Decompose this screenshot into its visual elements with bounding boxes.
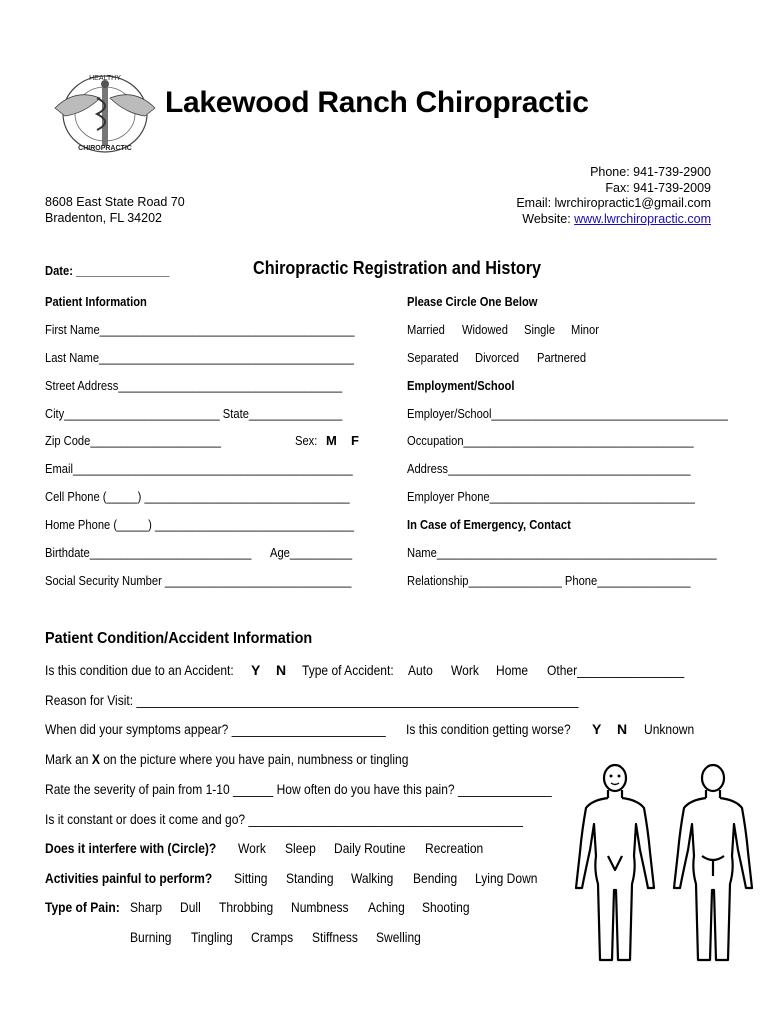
- interfere-option[interactable]: Daily Routine: [334, 840, 406, 856]
- accident-auto[interactable]: Auto: [408, 662, 433, 678]
- ssn-field[interactable]: Social Security Number ______________________________: [45, 573, 352, 588]
- website-link[interactable]: www.lwrchiropractic.com: [574, 211, 711, 226]
- date-field[interactable]: Date: _______________: [45, 263, 170, 278]
- pain-option[interactable]: Aching: [368, 899, 405, 915]
- website: [516, 212, 711, 228]
- website-label: Website:: [522, 211, 575, 226]
- reason-for-visit-field[interactable]: Reason for Visit: __________________________________________________________________: [45, 692, 579, 708]
- contact-block: [516, 165, 711, 227]
- zip-code-field[interactable]: Zip Code_____________________: [45, 433, 221, 448]
- worse-question: Is this condition getting worse?: [406, 721, 571, 737]
- occupation-field[interactable]: Occupation_____________________________________: [407, 433, 694, 448]
- accident-no[interactable]: N: [276, 662, 287, 678]
- sex-label: Sex:: [295, 433, 318, 448]
- clinic-title: Lakewood Ranch Chiropractic: [165, 86, 589, 119]
- address-line2: Bradenton, FL 34202: [45, 210, 162, 225]
- clinic-logo: [45, 68, 165, 160]
- home-phone-field[interactable]: Home Phone (_____) ________________________________: [45, 517, 354, 532]
- cell-phone-field[interactable]: Cell Phone (_____) _________________________________: [45, 489, 350, 504]
- activity-option[interactable]: Bending: [413, 870, 458, 886]
- marital-divorced[interactable]: Divorced: [475, 350, 520, 365]
- address-line1: 8608 East State Road 70: [45, 195, 185, 209]
- interfere-label: Does it interfere with (Circle)?: [45, 840, 217, 856]
- form-title: Chiropractic Registration and History: [253, 258, 542, 278]
- circle-heading: Please Circle One Below: [407, 294, 538, 309]
- logo-text-main: CHIROPRACTIC: [78, 145, 132, 152]
- street-address-field[interactable]: Street Address____________________________________: [45, 378, 343, 393]
- pain-type-label: Type of Pain:: [45, 899, 120, 915]
- phone: Phone: 941-739-2900: [590, 165, 711, 179]
- marital-partnered[interactable]: Partnered: [537, 350, 587, 365]
- emergency-name-field[interactable]: Name_____________________________________________: [407, 545, 717, 560]
- severity-field[interactable]: Rate the severity of pain from 1-10 ______ How often do you have this pain? ______________: [45, 781, 552, 797]
- marital-separated[interactable]: Separated: [407, 350, 459, 365]
- activity-option[interactable]: Lying Down: [475, 870, 538, 886]
- employer-address-field[interactable]: Address_______________________________________: [407, 461, 691, 476]
- email: Email: lwrchiropractic1@gmail.com: [516, 196, 711, 210]
- pain-option[interactable]: Numbness: [291, 899, 349, 915]
- marital-married[interactable]: Married: [407, 322, 445, 337]
- age-field[interactable]: Age__________: [270, 545, 353, 560]
- address-block: [45, 195, 185, 226]
- relationship-phone-field[interactable]: Relationship_______________ Phone_______________: [407, 573, 691, 588]
- accident-question-label: Is this condition due to an Accident:: [45, 662, 234, 678]
- mark-post: on the picture where you have pain, numbness or tingling: [99, 751, 409, 767]
- worse-unknown[interactable]: Unknown: [644, 721, 695, 737]
- body-diagram-front[interactable]: [570, 760, 660, 965]
- birthdate-field[interactable]: Birthdate__________________________: [45, 545, 252, 560]
- mark-instruction: [45, 751, 408, 767]
- emergency-heading: In Case of Emergency, Contact: [407, 517, 571, 532]
- activity-option[interactable]: Sitting: [234, 870, 268, 886]
- mark-x: X: [91, 751, 100, 767]
- pain-option[interactable]: Shooting: [422, 899, 470, 915]
- city-state-field[interactable]: City_________________________ State_______________: [45, 406, 343, 421]
- accident-question: [45, 662, 234, 678]
- logo-text-top: HEALTHY: [89, 75, 121, 82]
- accident-yes[interactable]: Y: [251, 662, 261, 678]
- pain-option[interactable]: Dull: [180, 899, 201, 915]
- accident-type-label: Type of Accident:: [302, 662, 394, 678]
- mark-pre: Mark an: [45, 751, 92, 767]
- interfere-option[interactable]: Sleep: [285, 840, 316, 856]
- marital-widowed[interactable]: Widowed: [462, 322, 508, 337]
- email-field[interactable]: Email_____________________________________________: [45, 461, 353, 476]
- last-name-field[interactable]: Last Name_________________________________________: [45, 350, 354, 365]
- constant-field[interactable]: Is it constant or does it come and go? _________________________________________: [45, 811, 523, 827]
- activities-label: Activities painful to perform?: [45, 870, 213, 886]
- accident-work[interactable]: Work: [451, 662, 479, 678]
- marital-single[interactable]: Single: [524, 322, 556, 337]
- patient-info-heading: Patient Information: [45, 294, 147, 309]
- condition-heading: Patient Condition/Accident Information: [45, 630, 313, 647]
- activity-option[interactable]: Walking: [351, 870, 394, 886]
- activity-option[interactable]: Standing: [286, 870, 334, 886]
- pain-option[interactable]: Sharp: [130, 899, 163, 915]
- symptoms-appear-field[interactable]: When did your symptoms appear? _______________________: [45, 721, 386, 737]
- marital-minor[interactable]: Minor: [571, 322, 599, 337]
- pain-option[interactable]: Swelling: [376, 929, 421, 945]
- worse-no[interactable]: N: [617, 721, 628, 737]
- accident-other-field[interactable]: Other________________: [547, 662, 685, 678]
- pain-option[interactable]: Cramps: [251, 929, 294, 945]
- employer-field[interactable]: Employer/School______________________________________: [407, 406, 728, 421]
- sex-f-option[interactable]: F: [351, 433, 359, 448]
- pain-option[interactable]: Stiffness: [312, 929, 358, 945]
- interfere-option[interactable]: Work: [238, 840, 266, 856]
- fax: Fax: 941-739-2009: [605, 180, 711, 195]
- accident-home[interactable]: Home: [496, 662, 529, 678]
- sex-m-option[interactable]: M: [326, 433, 337, 448]
- first-name-field[interactable]: First Name_________________________________________: [45, 322, 355, 337]
- pain-option[interactable]: Burning: [130, 929, 172, 945]
- pain-option[interactable]: Throbbing: [219, 899, 274, 915]
- interfere-option[interactable]: Recreation: [425, 840, 484, 856]
- body-diagram-back[interactable]: [668, 760, 758, 965]
- employment-heading: Employment/School: [407, 378, 515, 393]
- employer-phone-field[interactable]: Employer Phone_________________________________: [407, 489, 695, 504]
- pain-option[interactable]: Tingling: [191, 929, 233, 945]
- worse-yes[interactable]: Y: [592, 721, 602, 737]
